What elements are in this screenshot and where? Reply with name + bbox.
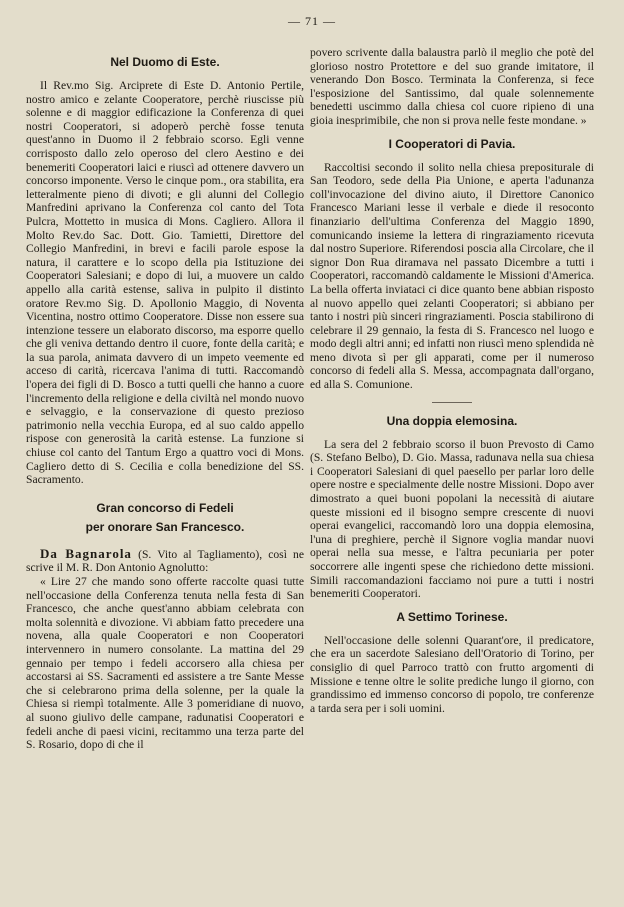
section-heading-este: Nel Duomo di Este. (110, 55, 220, 69)
left-column (26, 46, 304, 752)
paragraph-settimo: Nell'occasione delle solenni Quarant'ore, il predicatore, che era un sacerdote Salesiano dell'Oratorio di Torino, per consiglio di quel Parroco trattò con frutto argomenti di Missione e tenne oltre le solite prediche lungo il giorno, con grandissimo ed immenso concorso di popolo, tre conferenze a tarda sera per i soli uomini. (310, 633, 594, 715)
paragraph-este: Il Rev.mo Sig. Arciprete di Este D. Antonio Pertile, nostro amico e zelante Cooperatore, perchè riuscisse più solenne e di maggior edificazione la Conferenza di quei nostri Cooperatori, si adoperò perchè fosse tenuta quest'anno in Duomo il 2 febbraio scorso. Egli venne corrisposto dallo zelo operoso del clero Aestino e dei benemeriti Cooperatori laici e riuscì ad ottenere davvero un concorso imponente. Verso le cinque pom., ora stabilita, era letteralmente pieno di divoti; e gli alunni del Collegio Manfredini aprivano la Conferenza col canto del Tota Pulcra, Mottetto in musica di Mons. Cagliero. Allora il Molto Rev.do Sac. Dott. Gio. Tamietti, Direttore del Collegio Manfredini, in brevi e facili parole espose la natura, il carattere e lo scopo della pia Istituzione dei Cooperatori Salesiani; e dopo di lui, a muovere un caldo appello alla carità estense, saliva in pulpito il distinto oratore Rev.mo Sig. D. Apollonio Maggio, di Noventa Vicentina, nostro ottimo Cooperatore. Disse non essere sua intenzione tessere un elaborato discorso, ma esporre quello che gli veniva dettando dentro il cuore, fonte della carità; e la sua parola, animata davvero di un impeto veemente ed acceso di carità, ricercava l'anima di tutti. Raccomandò l'opera dei figli di D. Bosco a tutti quelli che hanno a cuore l'incremento della religione e della civiltà nel mondo nuovo e selvaggio, e la conservazione di questo prezioso patrimonio nella vecchia Europa, ed al suo caldo appello rispose con generosità la carità estense. La funzione si chiuse col canto del Tantum Ergo a quattro voci di Mons. Cagliero detto di S. Cecilia e colla benedizione del SS. Sacramento. (26, 79, 304, 487)
paragraph-continuation: povero scrivente dalla balaustra parlò il meglio che potè del glorioso nostro Protettore e del suo grande imitatore, il venerando Don Bosco. Terminata la Conferenza, si fece l'esposizione del Santissimo, dal quale solennemente benedetti uscimmo dalla chiesa col cuore ripieno di una gioia inesprimibile, che non si prova nelle feste mondane. » (310, 46, 594, 127)
page-number: — 71 — (288, 14, 336, 28)
heading-line-2: per onorare San Francesco. (85, 519, 245, 534)
section-heading-elemosina: Una doppia elemosina. (386, 413, 518, 428)
dateline-rest: (S. Vito al Tagliamento), così ne scrive il M. R. Don Antonio Agnolutto: (26, 547, 304, 575)
paragraph-elemosina: La sera del 2 febbraio scorso il buon Prevosto di Camo (S. Stefano Belbo), D. Gio. Massa, radunava nella sua chiesa i Cooperatori Salesiani di quel paesello per parlar loro delle opere nostre e specialmente delle nostre Missioni. Dopo aver dimostrato a quei buoni popolani la necessità di aiutare queste missioni ed il bisogno sempre crescente di nuovi operai evangelici, raccomandò loro una doppia elemosina, l'una di preghiere, perchè il Signore voglia mandar nuovi operai nella sua messe, e l'altra pecuniaria per poter soccorrere alle ingenti spese che richiedono dette missioni. Simili raccomandazioni facciamo noi pure a tutti i nostri benemeriti Cooperatori. (310, 437, 594, 601)
paragraph-pavia: Raccoltisi secondo il solito nella chiesa prepositurale di San Teodoro, sede della Pia Unione, e aperta l'adunanza coll'invocazione del divino aiuto, il Direttore Canonico Francesco Mariani lesse il verbale e diede il resoconto finanziario dell'ultima Conferenza del Maggio 1890, comunicando insieme la lettera di ringraziamento ricevuta dal nostro Superiore. Riferendosi poscia alla Circolare, che il signor Don Rua diramava nel passato Dicembre a tutti i Cooperatori, raccomandò caldamente le Missioni d'America. La bella offerta inviataci ci dice quanto bene abbian risposto al nuovo appello quei zelanti Cooperatori; si abbiano per tanto i nostri più sinceri ringraziamenti. Poscia stabilirono di celebrare il 29 gennaio, la festa di S. Francesco nel luogo e modo degli altri anni; ed infatti non riuscì meno splendida nè meno divota sì per gli apparati, come per il numeroso concorso di fedeli alla S. Messa, accompagnata dall'organo, ed alla S. Comunione. (310, 160, 594, 392)
section-heading-bagnarola (26, 499, 304, 537)
right-column (310, 46, 594, 715)
heading-line-1: Gran concorso di Fedeli (96, 500, 234, 515)
section-heading-settimo: A Settimo Torinese. (396, 609, 508, 624)
section-heading-pavia: I Cooperatori di Pavia. (388, 136, 516, 151)
section-divider (432, 402, 472, 403)
paragraph-bagnarola-intro (26, 547, 304, 575)
paragraph-bagnarola-letter: « Lire 27 che mando sono offerte raccolte quasi tutte nell'occasione della Conferenza tenuta nella festa di San Francesco, che anche quest'anno abbiam celebrata con molta solennità e divozione. Vi abbiam fatto precedere una novena, alla quale Cooperatori e non Cooperatori intervennero in numero consolante. La mattina del 29 gennaio per tempo i fedeli accorsero alla chiesa per accostarsi ai SS. Sacramenti ed assistere a tre Sante Messe che si celebrarono prima della solenne, per la quale la Chiesa si riempì totalmente. Alle 3 pomeridiane di nuovo, al suono giulivo delle campane, radunatisi Cooperatori e fedeli anche di paesi vicini, recitammo una terza parte del S. Rosario, dopo di che il (26, 575, 304, 752)
dateline: Da Bagnarola (40, 545, 132, 561)
